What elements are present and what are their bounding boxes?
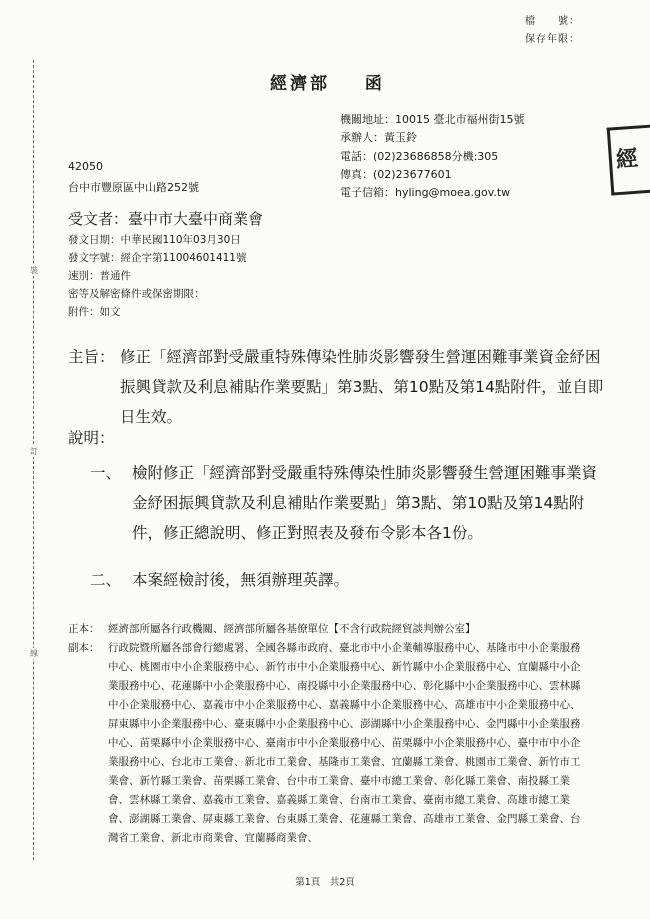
explanation-label: 說明： (68, 429, 115, 447)
explanation-item-2 (90, 568, 349, 590)
agency-address: 機關地址：10015 臺北市福州街15號 (340, 113, 525, 126)
item-number: 二、 (90, 571, 122, 589)
file-number-label: 檔 號： (525, 16, 580, 27)
item-text: 檢附修正「經濟部對受嚴重特殊傳染性肺炎影響發生營運困難事業資金紓困振興貸款及利息補貼作業要點」第3點、第10點及第14點附件，修正總說明、修正對照表及發布令影本各1份。 (132, 464, 598, 542)
binding-mark-ding: 訂 (30, 447, 38, 456)
recipient-address: 台中市豐原區中山路252號 (68, 181, 199, 194)
subject-section (68, 342, 608, 432)
issue-date: 發文日期：中華民國110年03月30日 (68, 234, 241, 246)
document-number: 發文字號：經企字第11004601411號 (68, 252, 247, 264)
email-address: 電子信箱：hyling@moea.gov.tw (340, 186, 511, 199)
item-text: 本案經檢討後，無須辦理英譯。 (132, 571, 350, 589)
official-seal-stamp: 經 (607, 124, 650, 195)
document-title (270, 69, 385, 94)
subject-text: 修正「經濟部對受嚴重特殊傳染性肺炎影響發生營運困難事業資金紓困振興貸款及利息補貼作業要點」第3點、第10點及第14點附件，並自即日生效。 (120, 348, 604, 426)
issuing-agency-name: 經濟部 (270, 74, 330, 94)
retention-period-field (525, 30, 580, 45)
item-number: 一、 (90, 464, 122, 482)
explanation-item-1 (90, 458, 610, 548)
binding-mark-xian: 線 (30, 649, 38, 658)
page-number: 第1頁 共2頁 (295, 877, 355, 888)
recipient: 受文者：臺中市大臺中商業會 (68, 210, 264, 228)
file-number-field (525, 12, 580, 27)
original-label: 正本： (68, 623, 100, 635)
retention-period-label: 保存年限： (525, 34, 580, 45)
copy-text: 行政院暨所屬各部會行總處署、全國各縣市政府、臺北市中小企業輔導服務中心、基隆市中小企業服務中心、桃園市中小企業服務中心、新竹市中小企業服務中心、新竹縣中小企業服務中心、宜蘭縣中小企業服務中心、花蓮縣中小企業服務中心、南投縣中小企業服務中心、彰化縣中小企業服務中心、雲林縣中小企業服務中心、嘉義市中小企業服務中心、嘉義縣中小企業服務中心、高雄市中小企業服務中心、屏東縣中小企業服務中心、臺東縣中小企業服務中心、澎湖縣中小企業服務中心、金門縣中小企業服務中心、苗栗縣中小企業服務中心、臺南市中小企業服務中心、苗栗縣中小企業服務中心、臺中市中小企業服務中心、台北市工業會、新北市工業會、基隆市工業會、宜蘭縣工業會、桃園市工業會、新竹市工業會、新竹縣工業會、苗栗縣工業會、台中市工業會、臺中市總工業會、彰化縣工業會、南投縣工業會、雲林縣工業會、嘉義市工業會、嘉義縣工業會、台南市工業會、臺南市總工業會、高雄市總工業會、澎湖縣工業會、屏東縣工業會、台東縣工業會、花蓮縣工業會、高雄市工業會、金門縣工業會、台灣省工業會、新北市商業會、宜蘭縣商業會、 (108, 642, 581, 844)
binding-margin-line (33, 60, 34, 860)
original-text: 經濟部所屬各行政機關、經濟部所屬各基僚單位【不含行政院經貿談判辦公室】 (108, 623, 476, 635)
binding-mark-zhuang: 裝 (30, 266, 38, 275)
original-recipients (68, 620, 608, 639)
subject-label: 主旨： (68, 348, 115, 366)
contact-person: 承辦人：黃玉鈴 (340, 131, 417, 144)
delivery-speed: 速別：普通件 (68, 270, 131, 282)
attachment: 附件：如文 (68, 306, 121, 318)
postal-code: 42050 (68, 160, 103, 173)
copy-label: 副本： (68, 642, 100, 654)
fax-number: 傳真：(02)23677601 (340, 168, 452, 181)
classification: 密等及解密條件或保密期限： (68, 288, 205, 300)
phone-number: 電話：(02)23686858分機:305 (340, 150, 499, 163)
document-type: 函 (364, 74, 385, 94)
copy-recipients (68, 639, 588, 848)
